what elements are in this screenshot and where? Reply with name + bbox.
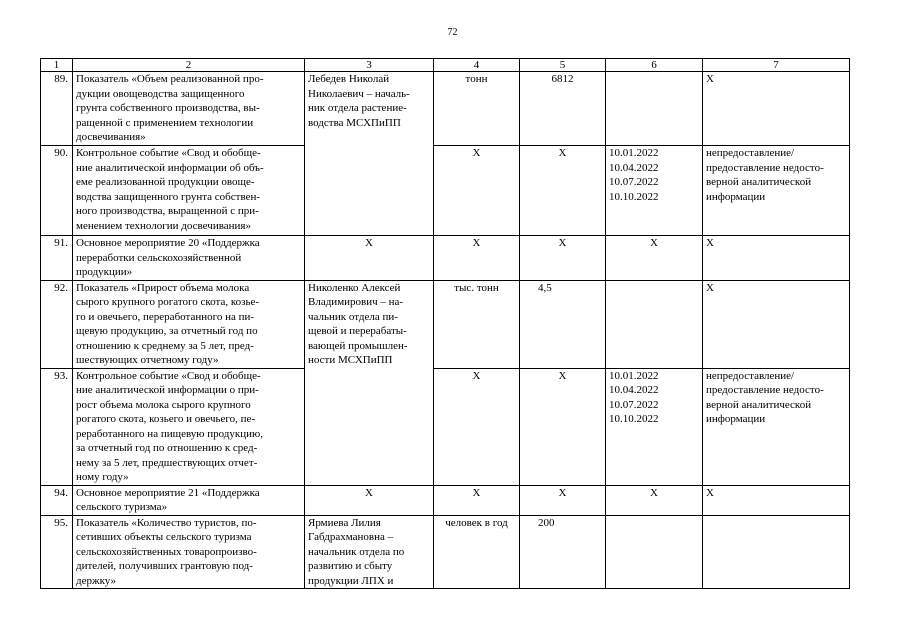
column-header: 4 [434,59,520,72]
row-unit: Х [434,236,520,281]
row-note: Х [703,485,850,515]
row-responsible: Ярмиева Лилия Габдрахмановна – начальник отдела по развитию и сбыту продукции ЛПХ и [305,515,434,589]
table-row [41,236,850,281]
row-value: 200 [520,515,606,589]
column-header: 7 [703,59,850,72]
row-number: 91. [41,236,73,281]
row-note: непредоставление/ предоставление недосто- верной аналитической информации [703,146,850,236]
row-dates [606,515,703,589]
table-row [41,72,850,146]
row-number: 94. [41,485,73,515]
row-number: 89. [41,72,73,146]
row-responsible: Х [305,485,434,515]
column-header: 3 [305,59,434,72]
row-responsible: Х [305,236,434,281]
row-dates [606,280,703,368]
table-row [41,146,850,236]
row-description: Основное мероприятие 20 «Поддержка переработки сельскохозяйственной продукции» [73,236,305,281]
row-dates: Х [606,236,703,281]
row-dates: 10.01.2022 10.04.2022 10.07.2022 10.10.2022 [606,368,703,485]
table-row [41,280,850,368]
column-header: 2 [73,59,305,72]
row-value: Х [520,236,606,281]
row-dates: Х [606,485,703,515]
row-note: Х [703,280,850,368]
row-unit: тыс. тонн [434,280,520,368]
row-number: 95. [41,515,73,589]
row-unit: Х [434,146,520,236]
row-dates: 10.01.2022 10.04.2022 10.07.2022 10.10.2022 [606,146,703,236]
row-description: Контрольное событие «Свод и обобще- ние аналитической информации о при- рост объема молока сырого крупного рогатого скота, козьего и овечьего, пе- реработанного на пищевую продукцию, за отчетный год по отношению к сред- нему за 5 лет, предшествующих отчет- ному году» [73,368,305,485]
row-note: Х [703,236,850,281]
row-unit: Х [434,485,520,515]
row-value: 6812 [520,72,606,146]
table-row [41,485,850,515]
row-value: Х [520,368,606,485]
column-header: 1 [41,59,73,72]
row-note: непредоставление/ предоставление недосто- верной аналитической информации [703,368,850,485]
row-note [703,515,850,589]
row-description: Контрольное событие «Свод и обобще- ние аналитической информации об объ- еме реализованной продукции овоще- водства защищенного грунта собствен- ного производства, выращенной с при- менением технологии досвечивания» [73,146,305,236]
row-value: Х [520,485,606,515]
table-row [41,368,850,485]
column-header: 6 [606,59,703,72]
row-value: 4,5 [520,280,606,368]
measures-table [40,58,850,589]
row-description: Показатель «Количество туристов, по- сетивших объекты сельского туризма сельскохозяйственных товаропроизво- дителей, получивших грантовую под- держку» [73,515,305,589]
row-responsible: Лебедев Николай Николаевич – началь- ник отдела растение- водства МСХПиПП [305,72,434,236]
row-number: 90. [41,146,73,236]
row-description: Основное мероприятие 21 «Поддержка сельского туризма» [73,485,305,515]
row-unit: человек в год [434,515,520,589]
row-dates [606,72,703,146]
row-description: Показатель «Прирост объема молока сырого крупного рогатого скота, козье- го и овечьего, переработанного на пи- щевую продукцию, за отчетный год по отношению к среднему за 5 лет, пред- шествующих отчетному году» [73,280,305,368]
row-value: Х [520,146,606,236]
page-number: 72 [447,27,458,38]
row-note: Х [703,72,850,146]
table-row [41,515,850,589]
row-description: Показатель «Объем реализованной про- дукции овощеводства защищенного грунта собственного производства, вы- ращенной с применением технологии досвечивания» [73,72,305,146]
row-number: 93. [41,368,73,485]
row-unit: Х [434,368,520,485]
row-unit: тонн [434,72,520,146]
row-responsible: Николенко Алексей Владимирович – на- чальник отдела пи- щевой и перерабаты- вающей промышлен- ности МСХПиПП [305,280,434,485]
row-number: 92. [41,280,73,368]
column-header: 5 [520,59,606,72]
column-number-row [41,59,850,72]
